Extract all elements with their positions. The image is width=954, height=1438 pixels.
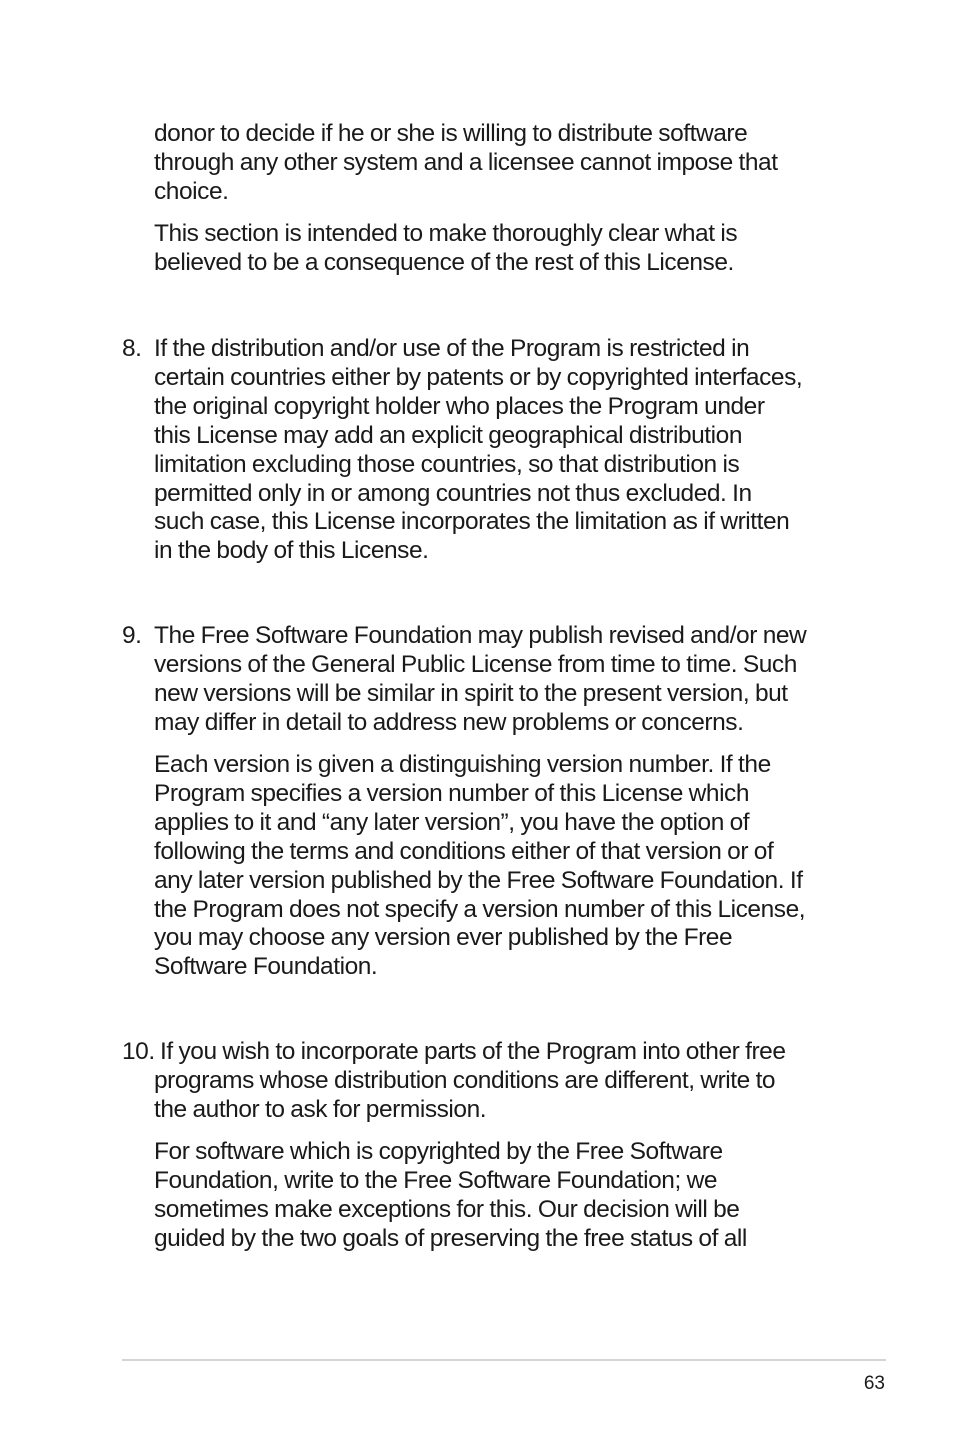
text-line: such case, this License incorporates the limitation as if written <box>154 508 790 536</box>
text-line: Software Foundation. <box>154 953 378 981</box>
item-8-number: 8. <box>122 335 142 362</box>
text-line: new versions will be similar in spirit to the present version, but <box>154 679 788 707</box>
item-10-number: 10. <box>122 1038 155 1065</box>
item-9-paragraph <box>154 622 854 738</box>
text-line: the author to ask for permission. <box>154 1095 487 1123</box>
text-line: certain countries either by patents or by copyrighted interfaces, <box>154 363 803 391</box>
text-line: believed to be a consequence of the rest of this License. <box>154 248 734 276</box>
item-10-first-line <box>160 1038 860 1067</box>
text-line: the original copyright holder who places the Program under <box>154 392 765 420</box>
text-line: in the body of this License. <box>154 537 429 565</box>
text-line: the Program does not specify a version number of this License, <box>154 895 806 923</box>
text-line: Each version is given a distinguishing version number. If the <box>154 751 771 778</box>
text-line: The Free Software Foundation may publish revised and/or new <box>154 622 807 649</box>
text-line: may differ in detail to address new problems or concerns. <box>154 708 744 736</box>
text-line: If you wish to incorporate parts of the Program into other free <box>160 1038 786 1065</box>
text-line: any later version published by the Free Software Foundation. If <box>154 866 803 894</box>
text-line: choice. <box>154 177 229 205</box>
text-line: versions of the General Public License from time to time. Such <box>154 650 797 678</box>
text-line: permitted only in or among countries not thus excluded. In <box>154 479 752 507</box>
text-line: following the terms and conditions either of that version or of <box>154 837 774 865</box>
text-line: guided by the two goals of preserving the free status of all <box>154 1224 747 1252</box>
text-line: limitation excluding those countries, so that distribution is <box>154 450 740 478</box>
text-line: Program specifies a version number of this License which <box>154 779 750 807</box>
text-line: sometimes make exceptions for this. Our decision will be <box>154 1195 740 1223</box>
item-10-paragraph <box>154 1067 854 1125</box>
text-line: For software which is copyrighted by the Free Software <box>154 1138 723 1165</box>
text-line: you may choose any version ever published by the Free <box>154 924 733 952</box>
item-10-second-paragraph <box>154 1138 854 1254</box>
item-8-paragraph <box>154 335 854 566</box>
item-9-second-paragraph <box>154 751 854 982</box>
text-line: through any other system and a licensee cannot impose that <box>154 148 778 176</box>
text-line: If the distribution and/or use of the Program is restricted in <box>154 335 750 362</box>
section-note-paragraph <box>154 220 854 278</box>
text-line: Foundation, write to the Free Software Foundation; we <box>154 1166 718 1194</box>
text-line: This section is intended to make thoroughly clear what is <box>154 220 738 247</box>
text-line: donor to decide if he or she is willing to distribute software <box>154 120 748 147</box>
page-number: 63 <box>863 1373 885 1394</box>
text-line: this License may add an explicit geographical distribution <box>154 421 743 449</box>
text-line: applies to it and “any later version”, you have the option of <box>154 808 750 836</box>
text-line: programs whose distribution conditions are different, write to <box>154 1067 776 1094</box>
item-9-number: 9. <box>122 622 142 649</box>
footer-divider <box>122 1359 886 1361</box>
continuation-paragraph <box>154 120 854 207</box>
